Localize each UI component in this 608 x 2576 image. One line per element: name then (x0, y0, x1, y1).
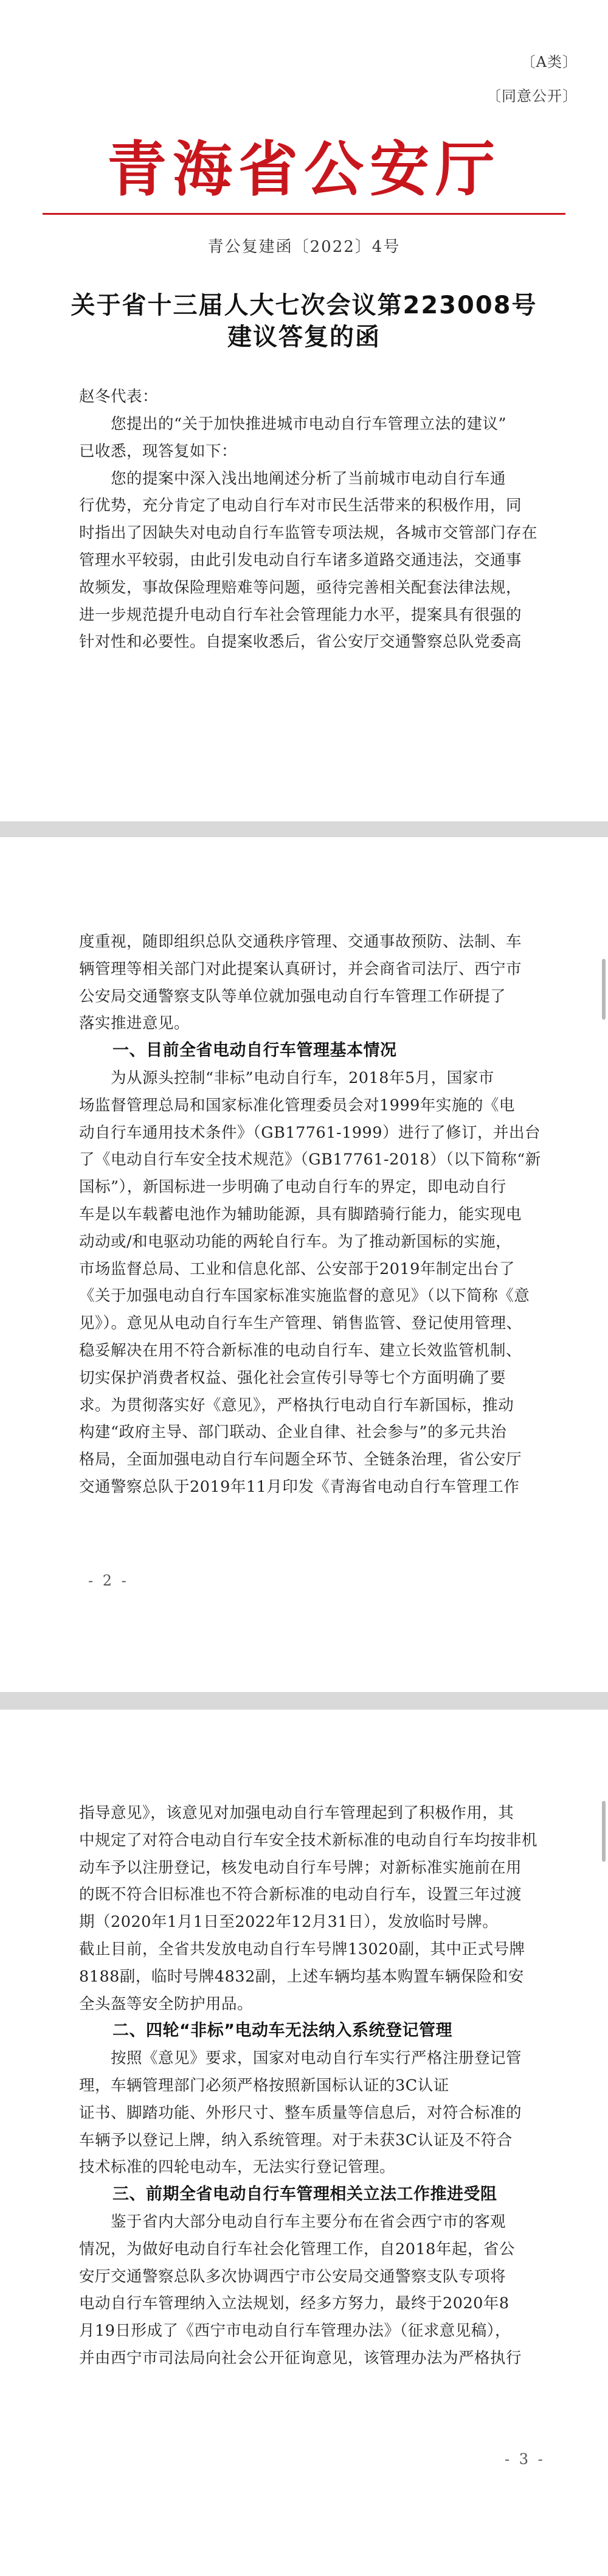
text-line: 车辆予以登记上牌，纳入系统管理。对于未获3C认证及不符合 (79, 2131, 513, 2150)
text-line: 见》）。意见从电动自行车生产管理、销售监管、登记使用管理、 (79, 1314, 522, 1333)
text-line: 动动或/和电驱动功能的两轮自行车。为了推动新国标的实施， (79, 1232, 512, 1251)
subject-line-1: 关于省十三届人大七次会议第223008号 (71, 291, 537, 319)
text-line: 进一步规范提升电动自行车社会管理能力水平，提案具有很强的 (79, 605, 522, 624)
document-number: 青公复建函〔2022〕4号 (207, 238, 401, 256)
text-line: 技术标准的四轮电动车，无法实行登记管理。 (79, 2158, 396, 2177)
text-line: 动车予以注册登记，核发电动自行车号牌；对新标准实施前在用 (79, 1858, 522, 1877)
text-line: 行优势，充分肯定了电动自行车对市民生活带来的积极作用，同 (79, 496, 522, 515)
text-line: 构建“政府主导、部门联动、企业自律、社会参与”的多元共治 (79, 1423, 507, 1442)
text-line: 市场监督总局、工业和信息化部、公安部于2019年制定出台了 (79, 1259, 515, 1278)
scrollbar-thumb[interactable] (602, 959, 606, 1020)
text-line: 鉴于省内大部分电动自行车主要分布在省会西宁市的客观 (79, 2212, 506, 2231)
text-line: 您提出的“关于加快推进城市电动自行车管理立法的建议” (79, 415, 507, 433)
text-line: 切实保护消费者权益、强化社会宣传引导等七个方面明确了要 (79, 1368, 506, 1387)
text-line: 已收悉，现答复如下： (79, 442, 238, 461)
page-number: - 2 - (88, 1572, 129, 1589)
text-line: 了《电动自行车安全技术规范》（GB17761-2018）（以下简称“新 (79, 1150, 541, 1169)
text-line: 动自行车通用技术条件》（GB17761-1999）进行了修订，并出台 (79, 1123, 541, 1142)
text-line: 稳妥解决在用不符合新标准的电动自行车、建立长效监管机制、 (79, 1341, 522, 1360)
document-page-1 (0, 0, 608, 821)
disclosure-tag: 〔同意公开〕 (486, 88, 578, 105)
text-line: 《关于加强电动自行车国家标准实施监督的意见》（以下简称《意 (79, 1287, 530, 1306)
section-heading-2: 二、四轮“非标”电动车无法纳入系统登记管理 (79, 2021, 452, 2041)
text-line: 为从源头控制“非标”电动自行车，2018年5月，国家市 (79, 1068, 494, 1087)
text-line: 的既不符合旧标准也不符合新标准的电动自行车，设置三年过渡 (79, 1885, 522, 1904)
text-line: 证书、脚踏功能、外形尺寸、整车质量等信息后，对符合标准的 (79, 2103, 522, 2122)
text-line: 落实推进意见。 (79, 1014, 190, 1033)
text-line: 故频发，事故保险理赔难等问题，亟待完善相关配套法律法规， (79, 578, 522, 597)
text-line: 安厅交通警察总队多次协调西宁市公安局交通警察支队专项将 (79, 2267, 506, 2286)
scrollbar-thumb[interactable] (602, 1801, 606, 1862)
classification-tag: 〔A类〕 (520, 54, 578, 71)
text-line: 车是以车载蓄电池作为辅助能源，具有脚踏骑行能力，能实现电 (79, 1205, 522, 1224)
text-line: 指导意见》，该意见对加强电动自行车管理起到了积极作用，其 (79, 1804, 514, 1822)
text-line: 情况，为做好电动自行车社会化管理工作，自2018年起，省公 (79, 2240, 515, 2258)
text-line: 理，车辆管理部门必须严格按照新国标认证的3C认证 (79, 2076, 449, 2095)
text-line: 国标”），新国标进一步明确了电动自行车的界定，即电动自行 (79, 1178, 506, 1197)
text-line: 格局，全面加强电动自行车问题全环节、全链条治理，省公安厅 (79, 1450, 522, 1469)
text-line: 中规定了对符合电动自行车安全技术新标准的电动自行车均按非机 (79, 1831, 538, 1850)
text-line: 度重视，随即组织总队交通秩序管理、交通事故预防、法制、车 (79, 933, 522, 951)
section-heading-1: 一、目前全省电动自行车管理基本情况 (79, 1041, 397, 1060)
text-line: 辆管理等相关部门对此提案认真研讨，并会商省司法厅、西宁市 (79, 959, 522, 978)
text-line: 求。为贯彻落实好《意见》，严格执行电动自行车新国标，推动 (79, 1396, 514, 1415)
section-heading-3: 三、前期全省电动自行车管理相关立法工作推进受阻 (79, 2185, 497, 2204)
page-number: - 3 - (505, 2451, 545, 2468)
text-line: 交通警察总队于2019年11月印发《青海省电动自行车管理工作 (79, 1477, 520, 1496)
text-line: 并由西宁市司法局向社会公开征询意见，该管理办法为严格执行 (79, 2348, 522, 2367)
document-page-3 (0, 1710, 608, 2576)
text-line: 您的提案中深入浅出地阐述分析了当前城市电动自行车通 (79, 469, 506, 488)
body-text (79, 411, 538, 656)
text-line: 按照《意见》要求，国家对电动自行车实行严格注册登记管 (79, 2049, 522, 2068)
text-line: 管理水平较弱，由此引发电动自行车诸多道路交通违法，交通事 (79, 551, 522, 569)
issuing-authority-title: 青海省公安厅 (106, 135, 501, 204)
text-line: 公安局交通警察支队等单位就加强电动自行车管理工作研提了 (79, 987, 506, 1006)
text-line: 针对性和必要性。自提案收悉后，省公安厅交通警察总队党委高 (79, 633, 522, 652)
document-page-2 (0, 837, 608, 1692)
subject-line-2: 建议答复的函 (227, 323, 381, 351)
body-text (79, 928, 541, 1501)
body-text (79, 1800, 538, 2372)
text-line: 8188副，临时号牌4832副，上述车辆均基本购置车辆保险和安 (79, 1967, 524, 1986)
text-line: 时指出了因缺失对电动自行车监管专项法规，各城市交管部门存在 (79, 524, 538, 543)
text-line: 期（2020年1月1日至2022年12月31日），发放临时号牌。 (79, 1913, 499, 1932)
text-line: 全头盔等安全防护用品。 (79, 1994, 254, 2013)
text-line: 截止目前，全省共发放电动自行车号牌13020副，其中正式号牌 (79, 1940, 525, 1958)
text-line: 场监督管理总局和国家标准化管理委员会对1999年实施的《电 (79, 1096, 515, 1115)
salutation: 赵冬代表： (79, 388, 159, 406)
red-divider (43, 213, 565, 215)
text-line: 电动自行车管理纳入立法规划，经多方努力，最终于2020年8 (79, 2294, 510, 2313)
text-line: 月19日形成了《西宁市电动自行车管理办法》（征求意见稿）， (79, 2322, 511, 2341)
